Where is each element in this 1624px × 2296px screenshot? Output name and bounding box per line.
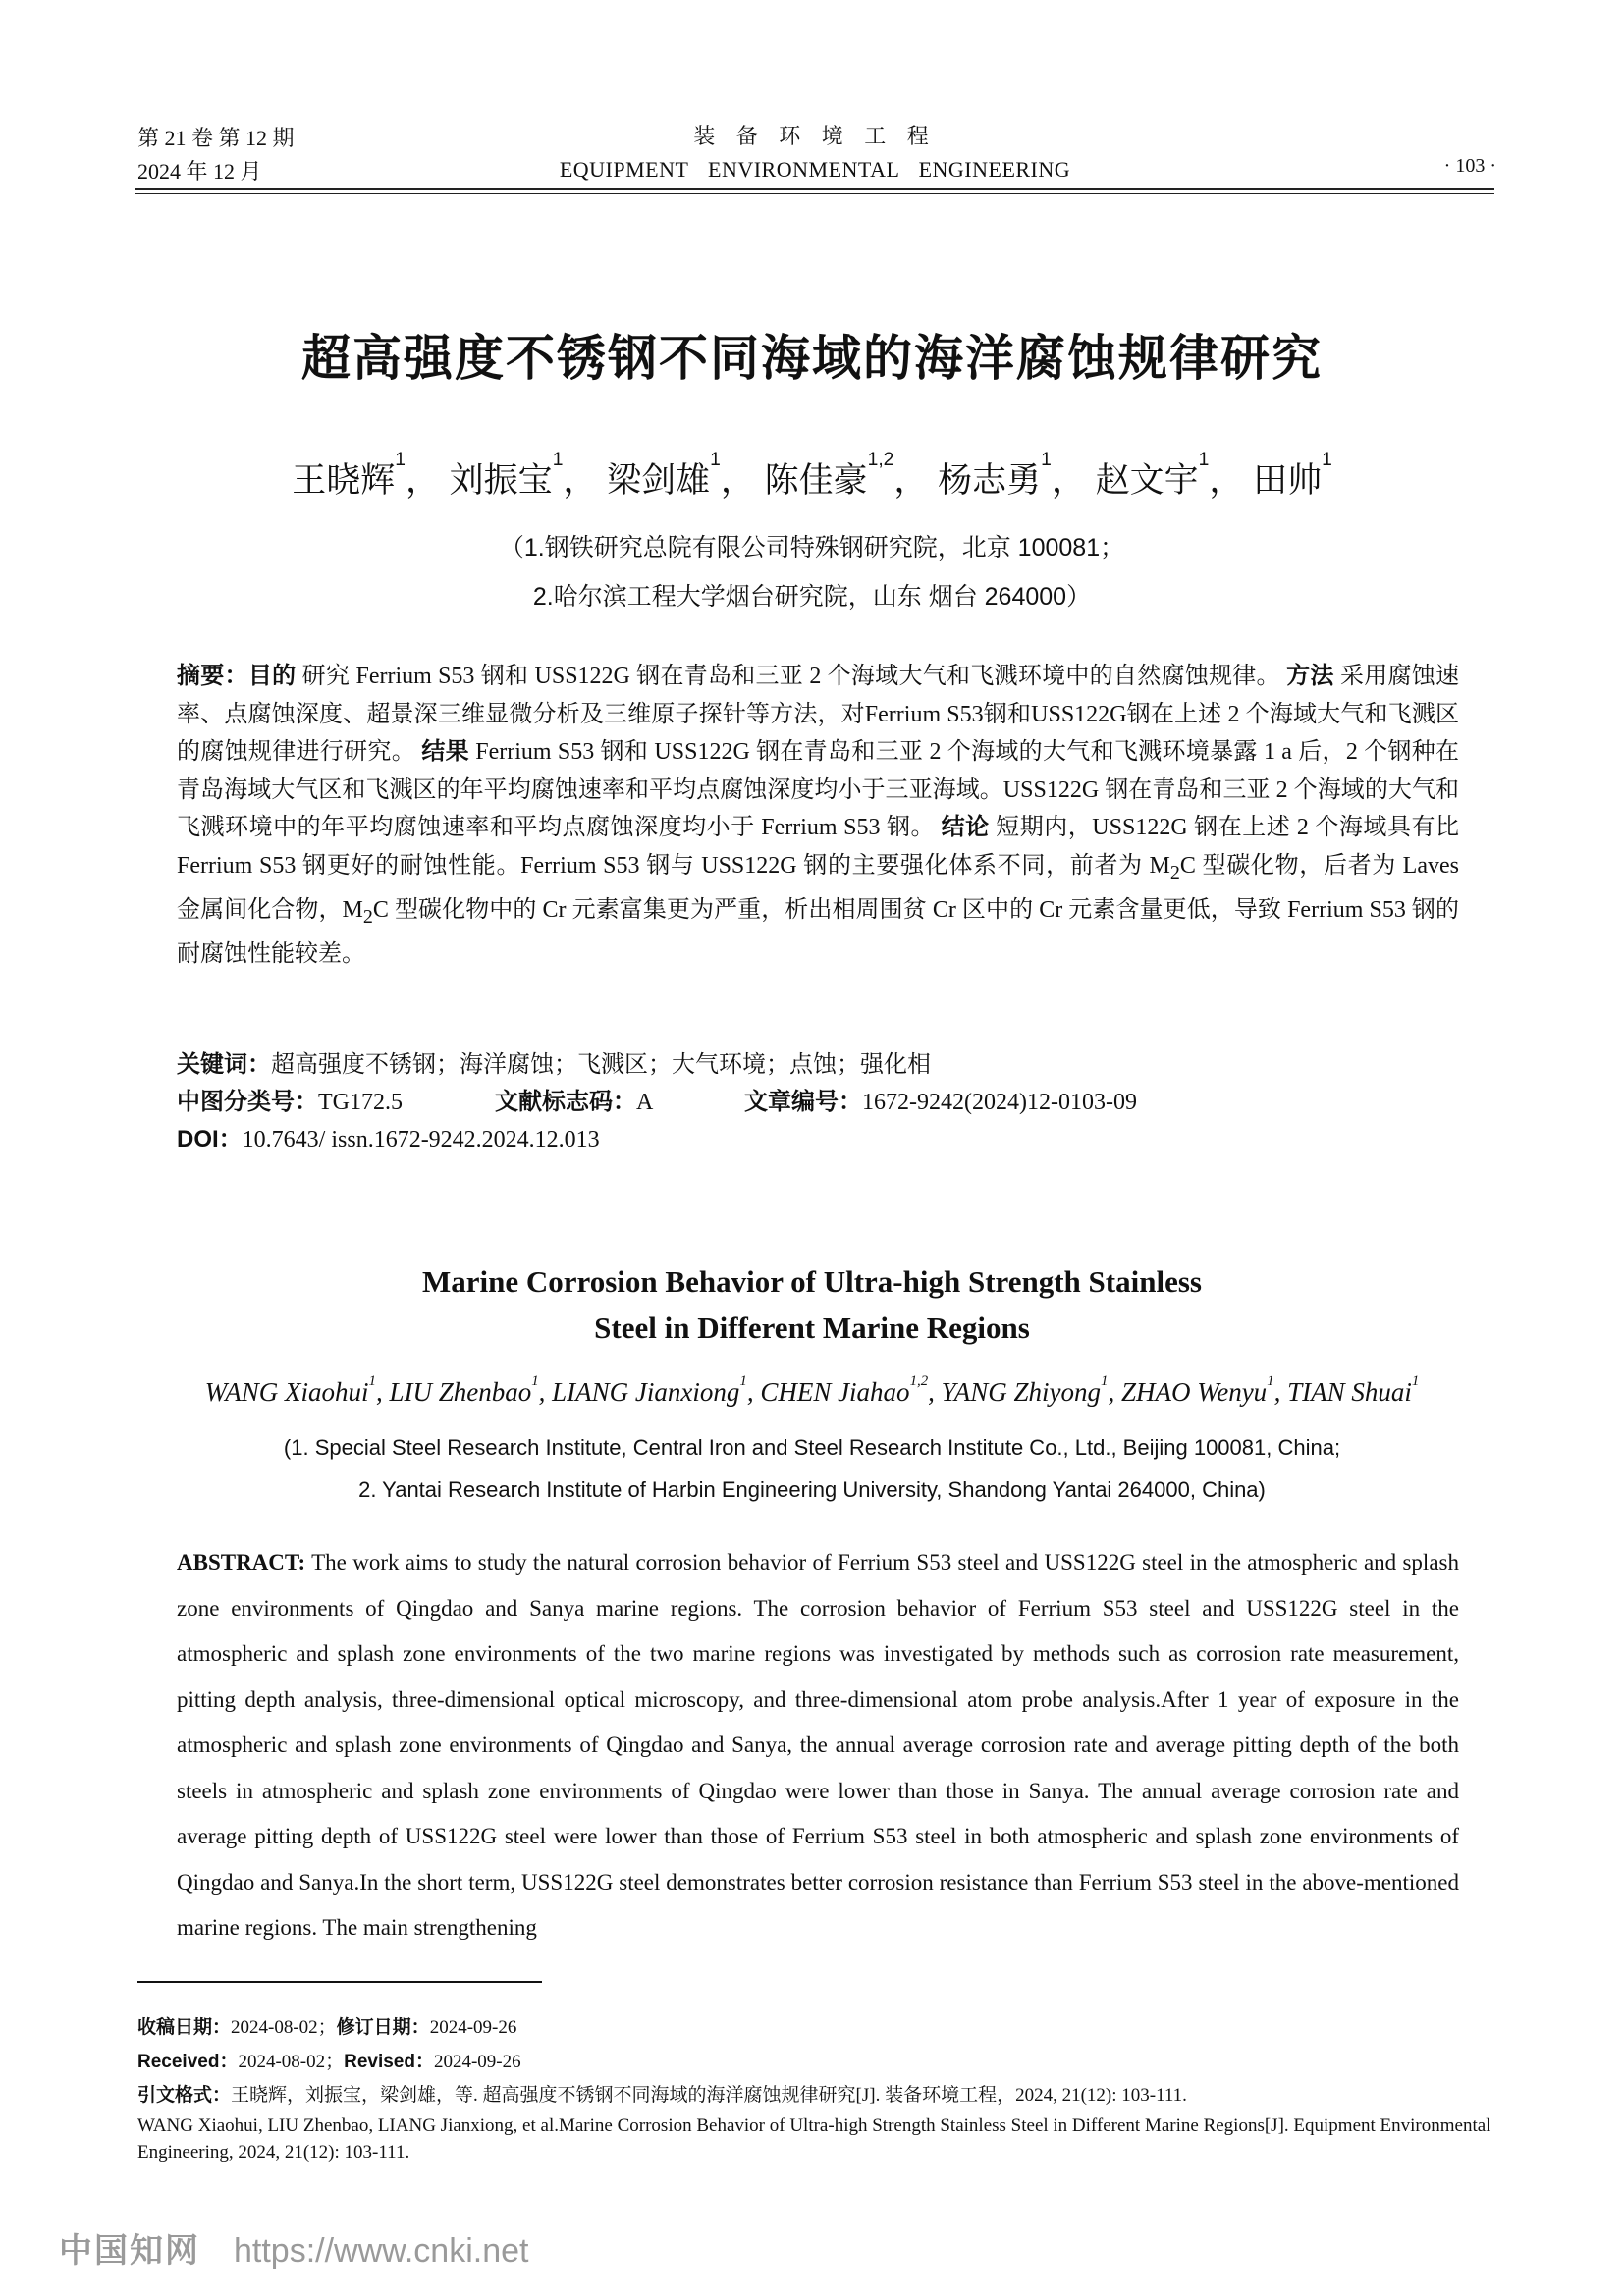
cnki-logo: 中国知网 bbox=[59, 2232, 200, 2269]
affiliation-line: （1.钢铁研究总院有限公司特殊钢研究院，北京 100081； bbox=[499, 534, 1125, 561]
footnote-rule bbox=[137, 1981, 542, 1983]
affiliations-en bbox=[0, 1426, 1624, 1511]
author: WANG Xiaohui bbox=[204, 1377, 369, 1407]
cnki-watermark bbox=[59, 2223, 528, 2271]
journal-name-cn: 装 备 环 境 工 程 bbox=[693, 124, 937, 148]
author: YANG Zhiyong bbox=[941, 1377, 1102, 1407]
doi bbox=[177, 1121, 1459, 1158]
author-affiliation-mark: 1 bbox=[531, 1373, 539, 1389]
author: LIANG Jianxiong bbox=[552, 1377, 740, 1407]
author: 赵文宇 bbox=[1095, 461, 1199, 500]
abstract-en-text: The work aims to study the natural corrosion behavior of Ferrium S53 steel and USS122G steel in the atmospheric and splash zone environments of Qingdao and Sanya marine regions. The corrosion behavior of Ferrium S53 steel and USS122G steel in the atmospheric and splash zone environments of the two marine regions was investigated by methods such as corrosion rate measurement, pitting depth analysis, three-dimensional optical microscopy, and three-dimensional atom probe analysis.After 1 year of exposure in the atmospheric and splash zone environments of Qingdao and Sanya, the annual average corrosion rate and average pitting depth of the both steels in atmospheric and splash zone environments of Qingdao were lower than those in Sanya. The annual average corrosion rate and average pitting depth of USS122G steel were lower than those of Ferrium S53 steel in both atmospheric and splash zone environments of Qingdao and Sanya.In the short term, USS122G steel demonstrates better corrosion resistance than Ferrium S53 steel in the above-mentioned marine regions. The main strengthening bbox=[177, 1550, 1459, 1940]
doc-code-value: A bbox=[636, 1090, 653, 1115]
author-list-cn: 王晓辉$^1$， 刘振宝$^1$， 梁剑雄$^1$， 陈佳豪$^{1,2}$， 杨志勇$^1$， 赵文宇$^1$， 田帅$^1$ bbox=[292, 450, 1332, 500]
doi-value: 10.7643/ issn.1672-9242.2024.12.013 bbox=[242, 1127, 600, 1152]
classification-row bbox=[177, 1084, 1459, 1121]
method-label: 方法 bbox=[1286, 663, 1334, 689]
revised-date: 2024-09-26 bbox=[429, 2017, 517, 2038]
abstract-label: 摘要： bbox=[177, 663, 248, 689]
doc-code-label: 文献标志码： bbox=[495, 1089, 636, 1115]
received-en-date: 2024-08-02； bbox=[238, 2052, 345, 2072]
dates-cn bbox=[137, 2014, 1498, 2041]
affiliations-cn bbox=[0, 523, 1624, 621]
article-number-value: 1672-9242(2024)12-0103-09 bbox=[862, 1090, 1137, 1115]
abstract-result: Ferrium S53 钢和 USS122G 钢在青岛和三亚 2 个海域的大气和飞溅环境暴露 1 a 后，2 个钢种在青岛海域大气区和飞溅区的年平均腐蚀速率和平均点腐蚀深度均小于三亚海域。USS122G 钢在青岛和三亚 2 个海域的大气和飞溅环境中的年平均腐蚀速率和平均点腐蚀深度均小于 Ferrium S53 钢。 bbox=[177, 739, 1460, 840]
title-en-line: Steel in Different Marine Regions bbox=[594, 1310, 1030, 1345]
author-affiliation-mark: 1 bbox=[395, 450, 406, 470]
header-rule-thin bbox=[135, 193, 1494, 194]
paper-title-cn: 超高强度不锈钢不同海域的海洋腐蚀规律研究 bbox=[301, 331, 1323, 386]
received-date: 2024-08-02； bbox=[231, 2017, 337, 2038]
page-number: · 103 · bbox=[1443, 155, 1496, 177]
subscript: 2 bbox=[1169, 861, 1180, 883]
abstract-purpose: 研究 Ferrium S53 钢和 USS122G 钢在青岛和三亚 2 个海域大气和飞溅环境中的自然腐蚀规律。 bbox=[301, 664, 1280, 689]
author-affiliation-mark: 1 bbox=[1411, 1373, 1420, 1389]
citation-label: 引文格式： bbox=[137, 2085, 232, 2106]
revised-en-date: 2024-09-26 bbox=[433, 2052, 521, 2072]
citation-cn bbox=[137, 2082, 1498, 2109]
revised-label: 修订日期： bbox=[336, 2017, 430, 2038]
abstract-en bbox=[177, 1540, 1459, 1951]
author-affiliation-mark: 1 bbox=[710, 450, 721, 470]
paper-title-en bbox=[0, 1258, 1624, 1351]
author-affiliation-mark: 1 bbox=[1101, 1373, 1109, 1389]
doi-label: DOI： bbox=[177, 1126, 243, 1152]
journal-name-en: EQUIPMENT ENVIRONMENTAL ENGINEERING bbox=[559, 157, 1071, 182]
article-number-label: 文章编号： bbox=[744, 1089, 863, 1115]
author-affiliation-mark: 1 bbox=[1267, 1373, 1274, 1389]
received-label: 收稿日期： bbox=[137, 2017, 232, 2038]
keywords-text: 超高强度不锈钢；海洋腐蚀；飞溅区；大气环境；点蚀；强化相 bbox=[271, 1052, 931, 1078]
author-affiliation-mark: 1 bbox=[368, 1373, 376, 1389]
keywords bbox=[177, 1046, 1459, 1084]
citation-cn-text: 王晓辉，刘振宝，梁剑雄，等. 超高强度不锈钢不同海域的海洋腐蚀规律研究[J]. 装备环境工程，2024, 21(12): 103-111. bbox=[231, 2085, 1187, 2106]
abstract-cn bbox=[177, 658, 1459, 974]
author: 刘振宝 bbox=[449, 461, 553, 500]
issue-date: 2024 年 12 月 bbox=[137, 159, 262, 184]
received-en-label: Received： bbox=[137, 2052, 239, 2072]
clc-label: 中图分类号： bbox=[177, 1089, 318, 1115]
citation-en: WANG Xiaohui, LIU Zhenbao, LIANG Jianxiong, et al.Marine Corrosion Behavior of Ultra-high Strength Stainless Steel in Different Marine Regions[J]. Equipment Environmental Engineering, 2024, 21(12): 103-111. bbox=[137, 2115, 1491, 2163]
result-label: 结果 bbox=[421, 738, 469, 765]
author-list-en: WANG Xiaohui$^1$, LIU Zhenbao$^1$, LIANG Jianxiong$^1$, CHEN Jiahao$^{1,2}$, YANG Zhiyong$^1$, ZHAO Wenyu$^1$, TIAN Shuai$^1$ bbox=[204, 1373, 1420, 1407]
affiliation-line: 2. Yantai Research Institute of Harbin Engineering University, Shandong Yantai 264000, China) bbox=[358, 1477, 1266, 1502]
revised-en-label: Revised： bbox=[344, 2052, 434, 2072]
author: CHEN Jiahao bbox=[760, 1377, 910, 1407]
author: 梁剑雄 bbox=[607, 461, 711, 500]
author-affiliation-mark: 1 bbox=[552, 450, 564, 470]
keywords-label: 关键词： bbox=[177, 1051, 271, 1078]
conclusion-text: C 型碳化物中的 Cr 元素富集更为严重，析出相周围贫 Cr 区中的 Cr 元素含量更低，导致 Ferrium S53 钢的耐腐蚀性能较差。 bbox=[177, 896, 1459, 968]
author-affiliation-mark: 1 bbox=[1322, 450, 1332, 470]
cnki-url: https://www.cnki.net bbox=[234, 2232, 529, 2269]
conclusion-label: 结论 bbox=[941, 814, 990, 840]
author: 田帅 bbox=[1253, 461, 1323, 500]
affiliation-line: (1. Special Steel Research Institute, Central Iron and Steel Research Institute Co., Ltd., Beijing 100081, China; bbox=[283, 1435, 1341, 1460]
affiliation-line: 2.哈尔滨工程大学烟台研究院，山东 烟台 264000） bbox=[532, 583, 1092, 611]
journal-name bbox=[550, 120, 1080, 187]
abstract-en-label: ABSTRACT: bbox=[177, 1550, 306, 1575]
author: 陈佳豪 bbox=[764, 461, 868, 500]
conclusion-text: 短期内，USS122G 钢在上述 2 个海域具有比 Ferrium S53 钢更好的耐蚀性能。Ferrium S53 钢与 USS122G 钢的主要强化体系不同，前者为 M bbox=[177, 815, 1460, 879]
author: LIU Zhenbao bbox=[389, 1377, 532, 1407]
journal-issue-info bbox=[137, 122, 295, 188]
title-en-line: Marine Corrosion Behavior of Ultra-high Strength Stainless bbox=[422, 1264, 1202, 1299]
abstract-method: 采用腐蚀速率、点腐蚀深度、超景深三维显微分析及三维原子探针等方法，对Ferrium S53钢和USS122G钢在上述 2 个海域大气和飞溅区的腐蚀规律进行研究。 bbox=[177, 664, 1460, 765]
author-affiliation-mark: 1 bbox=[1041, 450, 1052, 470]
clc-value: TG172.5 bbox=[318, 1090, 403, 1115]
purpose-label: 目的 bbox=[247, 663, 297, 689]
header-rule bbox=[135, 188, 1494, 190]
author-affiliation-mark: 1 bbox=[739, 1373, 747, 1389]
author-affiliation-mark: 1,2 bbox=[909, 1373, 929, 1389]
conclusion-text: C 型碳化物，后者为 Laves 金属间化合物，M bbox=[177, 852, 1459, 923]
author-affiliation-mark: 1 bbox=[1198, 450, 1210, 470]
dates-en bbox=[137, 2049, 1498, 2075]
author: 杨志勇 bbox=[938, 461, 1042, 500]
subscript: 2 bbox=[362, 905, 373, 928]
volume-issue: 第 21 卷 第 12 期 bbox=[137, 126, 295, 150]
author: TIAN Shuai bbox=[1287, 1377, 1412, 1407]
author: 王晓辉 bbox=[292, 461, 396, 500]
author-affiliation-mark: 1,2 bbox=[867, 450, 894, 470]
author: ZHAO Wenyu bbox=[1120, 1377, 1268, 1407]
